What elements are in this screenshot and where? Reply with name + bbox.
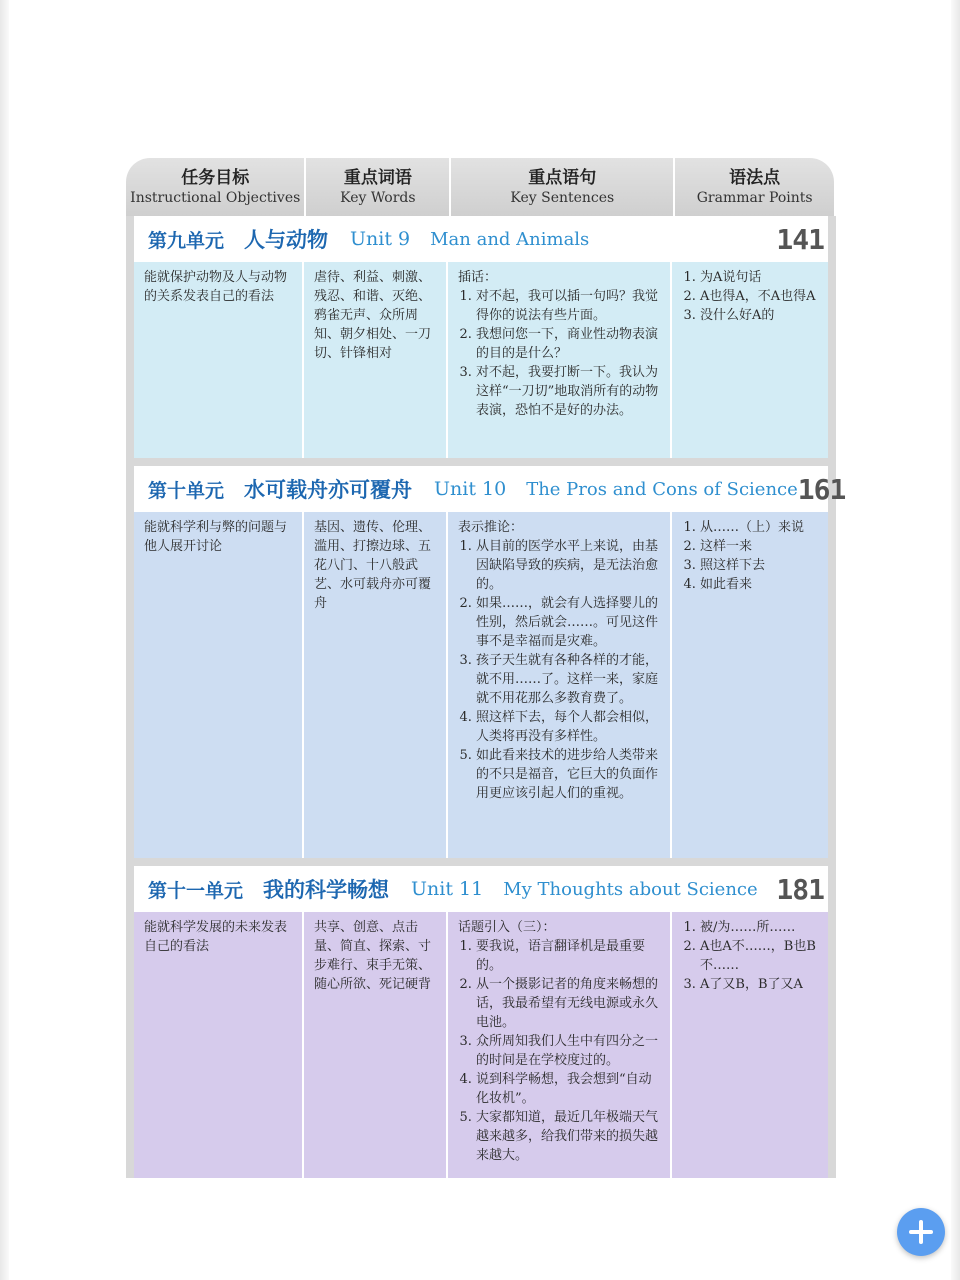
header-grammar-cn: 语法点 <box>729 168 781 188</box>
unit-9-row <box>134 262 828 458</box>
header-objectives-en: Instructional Objectives <box>130 190 301 206</box>
unit-11-title-cn: 我的科学畅想 <box>263 878 390 902</box>
unit-10-title-cn: 水可载舟亦可覆舟 <box>244 478 413 502</box>
unit-10-sentence: 4. 照这样下去，每个人都会相似，人类将再没有多样性。 <box>476 708 660 746</box>
unit-9-keywords: 虐待、利益、刺激、残忍、和谐、灭绝、鸦雀无声、众所周知、朝夕相处、一刀切、针锋相对 <box>304 262 448 458</box>
unit-11-row <box>134 912 828 1178</box>
header-keywords-en: Key Words <box>340 190 416 206</box>
unit-11-sentence-intro: 话题引入（三）： <box>458 920 556 935</box>
header-sentences-en: Key Sentences <box>510 190 615 206</box>
header-grammar-en: Grammar Points <box>696 190 813 206</box>
unit-9-page-number: 141 <box>776 222 824 256</box>
unit-11-sentence: 2. 从一个摄影记者的角度来畅想的话，我最希望有无线电源或永久电池。 <box>476 975 660 1032</box>
unit-9-number-cn: 第九单元 <box>148 229 225 252</box>
unit-10-grammar-point: 4. 如此看来 <box>700 575 818 594</box>
unit-separator <box>134 858 828 866</box>
unit-10-title-bar <box>134 466 846 512</box>
unit-9-objective: 能就保护动物及人与动物的关系发表自己的看法 <box>134 262 304 458</box>
unit-11-objective: 能就科学发展的未来发表自己的看法 <box>134 912 304 1178</box>
header-keywords-cn: 重点词语 <box>343 168 412 188</box>
unit-10-number-cn: 第十单元 <box>148 479 225 502</box>
header-objectives <box>126 158 306 216</box>
unit-11-sentence: 4. 说到科学畅想，我会想到“自动化妆机”。 <box>476 1070 660 1108</box>
unit-11-number-en: Unit 11 <box>411 878 484 900</box>
unit-9-title-en: Man and Animals <box>430 228 590 250</box>
viewer-left-edge <box>0 0 9 1280</box>
unit-10-grammar-point: 3. 照这样下去 <box>700 556 818 575</box>
unit-11-keywords: 共享、创意、点击量、简直、探索、寸步难行、束手无策、随心所欲、死记硬背 <box>304 912 448 1178</box>
unit-9-grammar <box>672 262 828 458</box>
unit-10-number-en: Unit 10 <box>434 478 507 500</box>
unit-11-page-number: 181 <box>776 872 824 906</box>
unit-10-sentence: 1. 从目前的医学水平上来说，由基因缺陷导致的疾病，是无法治愈的。 <box>476 537 660 594</box>
unit-9-grammar-point: 1. 为A说句话 <box>700 268 818 287</box>
unit-11-grammar-point: 3. A了又B，B了又A <box>700 975 818 994</box>
header-sentences <box>451 158 675 216</box>
unit-10-sentence: 3. 孩子天生就有各种各样的才能，就不用……了。这样一来，家庭就不用花那么多教育费了。 <box>476 651 660 708</box>
header-sentences-cn: 重点语句 <box>528 168 597 188</box>
unit-10-title-en: The Pros and Cons of Science <box>526 478 798 500</box>
add-button[interactable] <box>897 1208 945 1256</box>
header-keywords <box>306 158 451 216</box>
unit-9-sentence: 1. 对不起，我可以插一句吗？我觉得你的说法有些片面。 <box>476 287 660 325</box>
unit-9-grammar-point: 3. 没什么好A的 <box>700 306 818 325</box>
unit-9-title-cn: 人与动物 <box>244 228 329 252</box>
unit-separator <box>134 458 828 466</box>
unit-10-page-number: 161 <box>797 472 846 506</box>
unit-9-title-bar <box>134 216 828 262</box>
unit-9-grammar-point: 2. A也得A，不A也得A <box>700 287 818 306</box>
unit-9-number-en: Unit 9 <box>350 228 411 250</box>
unit-11-title-bar <box>134 866 828 912</box>
unit-11-grammar-point: 1. 被/为……所…… <box>700 918 818 937</box>
unit-11-sentence: 5. 大家都知道，最近几年极端天气越来越多，给我们带来的损失越来越大。 <box>476 1108 660 1165</box>
unit-9-sentences <box>448 262 672 458</box>
unit-10-grammar-point: 1. 从……（上）来说 <box>700 518 818 537</box>
unit-10-keywords: 基因、遗传、伦理、滥用、打擦边球、五花八门、十八般武艺、水可载舟亦可覆舟 <box>304 512 448 858</box>
unit-9-sentence-intro: 插话： <box>458 270 498 285</box>
header-grammar <box>675 158 834 216</box>
unit-10-grammar-point: 2. 这样一来 <box>700 537 818 556</box>
unit-11-sentence: 1. 要我说，语言翻译机是最重要的。 <box>476 937 660 975</box>
unit-9-sentence: 2. 我想问您一下，商业性动物表演的目的是什么？ <box>476 325 660 363</box>
unit-11-number-cn: 第十一单元 <box>148 879 244 902</box>
unit-10-sentence-intro: 表示推论： <box>458 520 524 535</box>
unit-11-title-en: My Thoughts about Science <box>503 878 758 900</box>
unit-11-sentences <box>448 912 672 1178</box>
unit-10-objective: 能就科学利与弊的问题与他人展开讨论 <box>134 512 304 858</box>
frame-left <box>126 216 134 1178</box>
unit-10-row <box>134 512 828 858</box>
syllabus-table-page <box>126 158 846 1178</box>
unit-11-sentence: 3. 众所周知我们人生中有四分之一的时间是在学校度过的。 <box>476 1032 660 1070</box>
unit-9-sentence: 3. 对不起，我要打断一下。我认为这样“一刀切”地取消所有的动物表演，恐怕不是好的办法。 <box>476 363 660 420</box>
unit-10-sentence: 5. 如此看来技术的进步给人类带来的不只是福音，它巨大的负面作用更应该引起人们的重视。 <box>476 746 660 803</box>
unit-11-grammar-point: 2. A也A不……，B也B不…… <box>700 937 818 975</box>
frame-right <box>828 216 836 1178</box>
viewer-right-edge <box>951 0 960 1280</box>
unit-10-grammar <box>672 512 828 858</box>
unit-10-sentence: 2. 如果……，就会有人选择婴儿的性别，然后就会……。可见这件事不是幸福而是灾难。 <box>476 594 660 651</box>
table-header <box>126 158 834 216</box>
unit-11-grammar <box>672 912 828 1178</box>
unit-10-sentences <box>448 512 672 858</box>
header-objectives-cn: 任务目标 <box>181 168 250 188</box>
